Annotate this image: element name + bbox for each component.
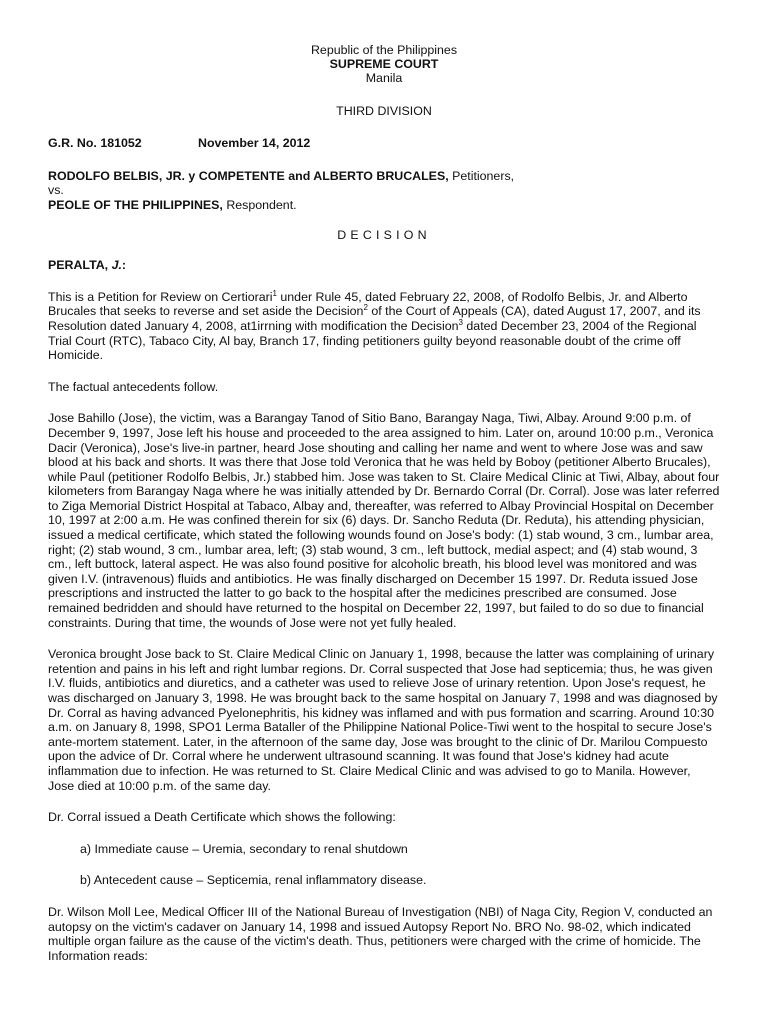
header-republic: Republic of the Philippines (310, 43, 458, 57)
paragraph-petition-text-1: This is a Petition for Review on Certiorari (48, 289, 273, 304)
ponente-line (48, 258, 720, 273)
ponente-title: J. (111, 258, 122, 273)
footnote-ref-3[interactable]: 3 (458, 317, 463, 327)
paragraph-return-clinic: Veronica brought Jose back to St. Claire Medical Clinic on January 1, 1998, because the latter was complaining of urinary retention and pains in his left and right lumbar regions. Dr. Corral suspected that Jose had septicemia; thus, he was given I.V. fluids, antibiotics and diuretics, and a catheter was used to relieve Jose of urinary retention. Upon Jose's request, he was discharged on January 3, 1998. He was brought back to the same hospital on January 7, 1998 and was diagnosed by Dr. Corral as having advanced Pyelonephritis, his kidney was inflamed and with pus formation and scarring. Around 10:30 a.m. on January 8, 1998, SPO1 Lerma Bataller of the Philippine National Police-Tiwi went to the hospital to secure Jose's ante-mortem statement. Later, in the afternoon of the same day, Jose was brought to the clinic of Dr. Marilou Compuesto upon the advice of Dr. Corral where he underwent ultrasound scanning. It was found that Jose's kidney had acute inflammation due to infection. He was returned to St. Claire Medical Clinic and was advised to go to Manila. However, Jose died at 10:00 p.m. of the same day. (48, 647, 718, 793)
paragraph-petition-text-2: under Rule 45, dated February 22, 2008, of Rodolfo Belbis, Jr. and Alberto Brucales that seeks to reverse and set aside the Decision (48, 289, 688, 319)
versus-line: vs. (48, 183, 64, 198)
respondent-name: PEOLE OF THE PHILIPPINES, (48, 197, 223, 212)
ponente-name: PERALTA, (48, 258, 112, 273)
division-title: THIRD DIVISION (336, 103, 432, 118)
paragraph-petition (48, 290, 720, 363)
respondent-line (48, 198, 720, 213)
paragraph-petition-text-3: of the Court of Appeals (CA), dated August 17, 2007, and its Resolution dated January 4, 2008, at1irrning with modification the Decision (48, 304, 701, 333)
cause-immediate: a) Immediate cause – Uremia, secondary to renal shutdown (80, 841, 408, 856)
paragraph-death-certificate: Dr. Corral issued a Death Certificate which shows the following: (48, 810, 396, 825)
footnote-ref-2[interactable]: 2 (363, 303, 368, 313)
gr-number: G.R. No. 181052 (48, 136, 142, 151)
decision-heading: DECISION (337, 227, 431, 242)
paragraph-autopsy: Dr. Wilson Moll Lee, Medical Officer III of the National Bureau of Investigation (NBI) of Naga City, Region V, conducted an autopsy on the victim's cadaver on January 14, 1998 and issued Autopsy Report No. BRO No. 98-02, which indicated multiple organ failure as the cause of the victim's death. Thus, petitioners were charged with the crime of homicide. The Information reads: (48, 904, 713, 963)
case-date: November 14, 2012 (198, 136, 311, 151)
case-number-row (48, 136, 720, 151)
paragraph-factual-intro: The factual antecedents follow. (48, 379, 219, 394)
ponente-colon: : (121, 258, 127, 273)
paragraph-petition-text-4: dated December 23, 2004 of the Regional Trial Court (RTC), Tabaco City, Al bay, Branch 17, finding petitioners guilty beyond reasonable doubt of the crime off Homicide. (48, 318, 697, 363)
header-city: Manila (365, 71, 403, 86)
header-court: SUPREME COURT (329, 57, 439, 72)
respondent-role: Respondent. (222, 197, 297, 212)
footnote-ref-1[interactable]: 1 (272, 288, 277, 298)
cause-antecedent: b) Antecedent cause – Septicemia, renal inflammatory disease. (80, 873, 427, 888)
paragraph-victim-facts: Jose Bahillo (Jose), the victim, was a Barangay Tanod of Sitio Bano, Barangay Naga, Tiwi, Albay. Around 9:00 p.m. of December 9, 1997, Jose left his house and proceeded to the area assigned to him. Later on, around 10:00 p.m., Veronica Dacir (Veronica), Jose's live-in partner, heard Jose shouting and calling her name and went to where Jose was and saw blood at his back and shorts. It was there that Jose told Veronica that he was held by Boboy (petitioner Alberto Brucales), while Paul (petitioner Rodolfo Belbis, Jr.) stabbed him. Jose was taken to St. Claire Medical Clinic at Tiwi, Albay, about four kilometers from Barangay Naga where he was initially attended by Dr. Bernardo Corral (Dr. Corral). Jose was later referred to Ziga Memorial District Hospital at Tabaco, Albay and, thereafter, was referred to Albay Provincial Hospital on December 10, 1997 at 2:00 a.m. He was confined therein for six (6) days. Dr. Sancho Reduta (Dr. Reduta), his attending physician, issued a medical certificate, which stated the following wounds found on Jose's body: (1) stab wound, 3 cm., lumbar area, right; (2) stab wound, 3 cm., lumbar area, left; (3) stab wound, 3 cm., left buttock, medial aspect; and (4) stab wound, 3 cm., left buttock, lateral aspect. He was also found positive for alcoholic breath, his blood level was monitored and was given I.V. (intravenous) fluids and antibiotics. He was finally discharged on December 15 1997. Dr. Reduta issued Jose prescriptions and instructed the latter to go back to the hospital after the medicines prescribed are consumed. Jose remained bedridden and should have returned to the hospital on December 22, 1997, but failed to do so due to financial constraints. During that time, the wounds of Jose were not yet fully healed. (48, 411, 720, 630)
petitioners-line (48, 169, 720, 184)
petitioners-names: RODOLFO BELBIS, JR. y COMPETENTE and ALBERTO BRUCALES, (48, 168, 449, 183)
petitioners-role: Petitioners, (448, 168, 515, 183)
